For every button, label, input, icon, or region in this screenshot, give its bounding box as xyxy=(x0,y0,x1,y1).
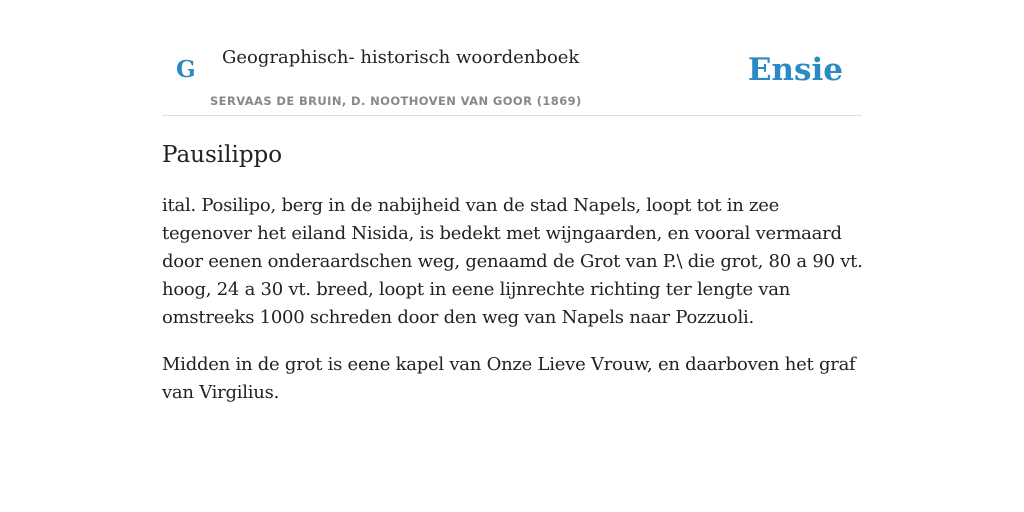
book-logo[interactable]: G xyxy=(176,56,196,83)
book-title-link[interactable]: Geographisch- historisch woordenboek xyxy=(222,47,580,68)
ensie-logo-link[interactable]: Ensie xyxy=(747,52,843,88)
entry-paragraph: Midden in de grot is eene kapel van Onze Lieve Vrouw, en daarboven het graf van Virgilius. xyxy=(162,354,856,403)
entry-title: Pausilippo xyxy=(162,142,283,168)
book-authors: SERVAAS DE BRUIN, D. NOOTHOVEN VAN GOOR (1869) xyxy=(210,94,582,108)
entry-body xyxy=(162,192,864,426)
entry-paragraph: ital. Posilipo, berg in de nabijheid van de stad Napels, loopt tot in zee tegenover het eiland Nisida, is bedekt met wijngaarden, en vooral vermaard door eenen onderaardschen weg, genaamd de Grot van P.\ die grot, 80 a 90 vt. hoog, 24 a 30 vt. breed, loopt in eene lijnrechte richting ter lengte van omstreeks 1000 schreden door den weg van Napels naar Pozzuoli. xyxy=(162,195,863,328)
dictionary-header xyxy=(162,40,862,116)
